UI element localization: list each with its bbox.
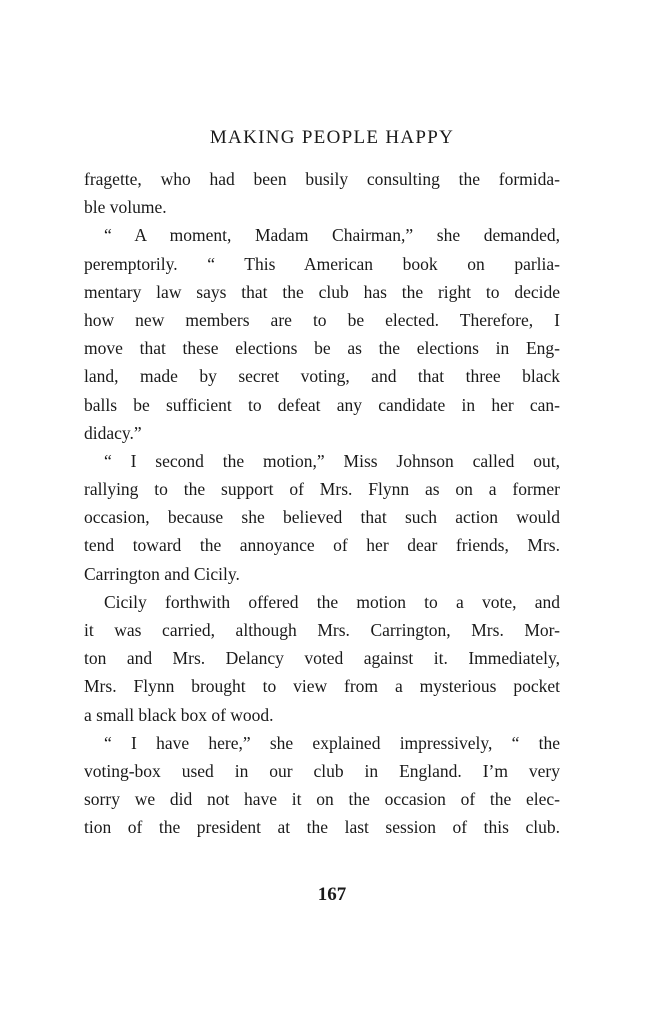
text-line: Carrington and Cicily. [84,563,240,584]
text-line: “ A moment, Madam Chairman,” she demanded, [104,225,560,246]
text-line: “ I second the motion,” Miss Johnson called out, [104,450,560,471]
text-line: Cicily forthwith offered the motion to a vote, and [104,591,560,612]
text-line: voting-box used in our club in England. I’m very [84,760,560,781]
body-text [84,165,560,842]
page-number: 167 [317,884,347,905]
text-line: peremptorily. “ This American book on parlia- [84,253,560,274]
text-line: “ I have here,” she explained impressively, “ the [104,732,560,753]
text-line: tend toward the annoyance of her dear friends, Mrs. [84,535,560,556]
text-line: didacy.” [84,422,142,443]
text-line: ton and Mrs. Delancy voted against it. Immediately, [84,648,560,669]
text-line: ble volume. [84,197,167,218]
text-line: it was carried, although Mrs. Carrington, Mrs. Mor- [84,620,560,640]
text-line: mentary law says that the club has the right to decide [84,281,560,302]
text-line: move that these elections be as the elections in Eng- [84,338,560,359]
text-line: how new members are to be elected. Therefore, I [84,309,560,330]
text-line: land, made by secret voting, and that three black [84,366,560,387]
running-head: MAKING PEOPLE HAPPY [209,127,455,148]
text-line: occasion, because she believed that such action would [84,507,560,528]
text-line: tion of the president at the last session of this club. [84,817,560,838]
text-line: sorry we did not have it on the occasion of the elec- [84,789,560,810]
text-line: a small black box of wood. [84,704,274,725]
text-line: Mrs. Flynn brought to view from a mysterious pocket [84,676,560,697]
text-line: fragette, who had been busily consulting the formida- [84,169,560,189]
text-line: balls be sufficient to defeat any candidate in her can- [84,394,560,415]
text-line: rallying to the support of Mrs. Flynn as on a former [84,479,560,500]
